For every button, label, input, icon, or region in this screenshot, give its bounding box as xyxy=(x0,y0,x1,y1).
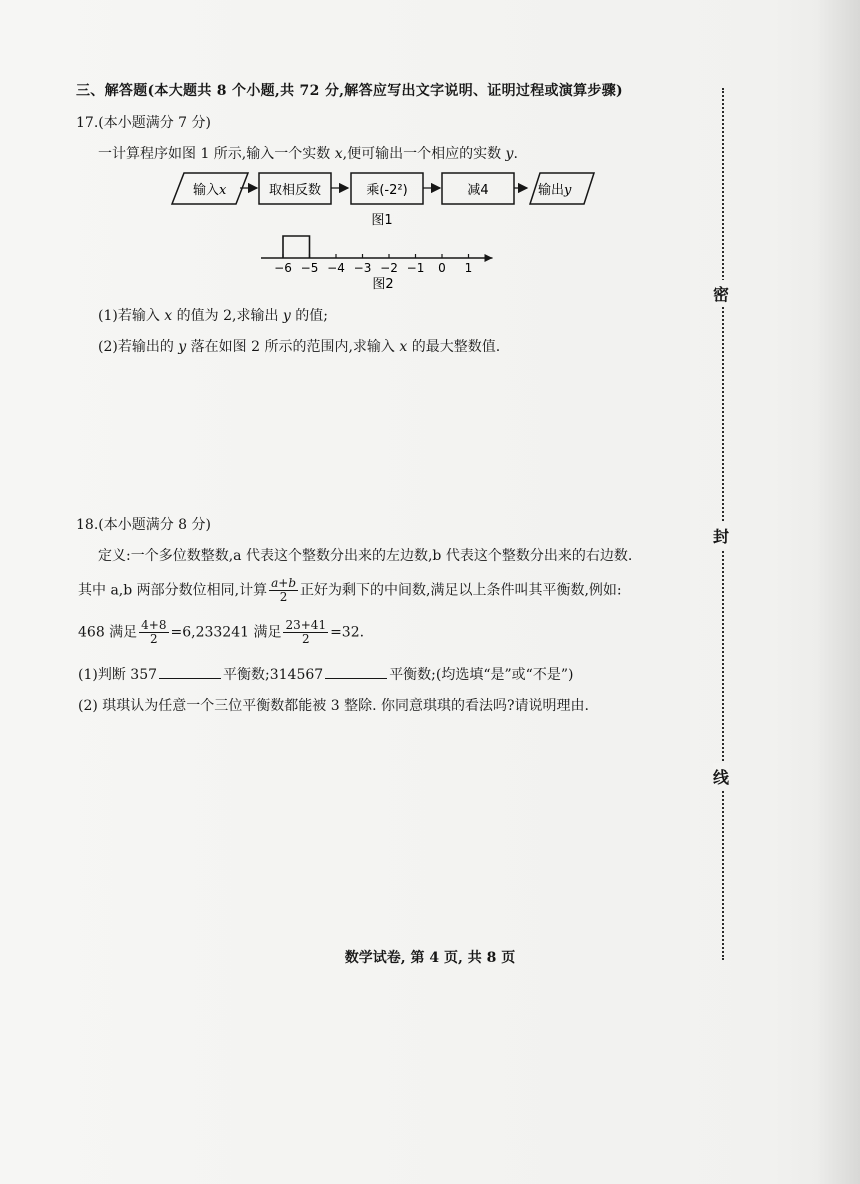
q18-examples xyxy=(78,619,364,646)
seal-char-mi: 密 xyxy=(713,280,729,307)
q17-part2-text-mid: 落在如图 2 所示的范围内,求输入 xyxy=(186,339,400,355)
q18-part1-text-c: 平衡数;(均选填“是”或“不是”) xyxy=(389,667,574,683)
q18-line2-text: 其中 a,b 两部分数位相同,计算 xyxy=(78,582,268,599)
q18-part1 xyxy=(78,664,573,684)
q18-part2: (2) 琪琪认为任意一个三位平衡数都能被 3 整除. 你同意琪琪的看法吗?请说明理由. xyxy=(78,698,589,714)
var-x: x xyxy=(334,146,343,162)
numberline-tick-label: −2 xyxy=(380,261,398,275)
var-x: x xyxy=(399,339,408,355)
q17-part1 xyxy=(98,305,328,325)
q18-line2 xyxy=(78,577,622,604)
flow-output-label: 输出y xyxy=(538,183,572,198)
numberline-tick-label: −4 xyxy=(327,261,345,275)
seal-char-feng: 封 xyxy=(713,522,729,549)
numberline-tick-label: −1 xyxy=(406,261,425,275)
numberline-tick-label: 1 xyxy=(464,261,473,275)
q17-intro-end: . xyxy=(513,146,518,162)
fraction-numerator: 4+8 xyxy=(141,618,167,632)
var-x: x xyxy=(164,308,173,324)
numberline-tick-label: −6 xyxy=(274,261,292,275)
q17-part2-text: (2)若输出的 xyxy=(98,339,179,355)
q18-example1-result: =6,233241 满足 xyxy=(170,624,282,641)
section-title: 三、解答题(本大题共 8 个小题,共 72 分,解答应写出文字说明、证明过程或演算步骤) xyxy=(76,83,623,99)
q17-part1-end: 的值; xyxy=(290,308,328,324)
fraction-denominator: 2 xyxy=(150,632,158,646)
q17-part1-text-mid: 的值为 2,求输出 xyxy=(172,308,283,324)
q17-header: 17.(本小题满分 7 分) xyxy=(76,115,211,131)
fraction-a-plus-b xyxy=(269,577,298,604)
fraction-example1 xyxy=(139,619,168,646)
fraction-example2 xyxy=(283,619,328,646)
figure1-caption: 图1 xyxy=(371,213,393,228)
numberline-arrow xyxy=(485,254,493,262)
q17-part2-end: 的最大整数值. xyxy=(407,339,501,355)
answer-blank-1[interactable] xyxy=(159,666,221,679)
flow-step3-label: 减4 xyxy=(467,183,489,198)
numberline-tick-label: 0 xyxy=(438,261,446,275)
q17-part1-text: (1)若输入 xyxy=(98,308,165,324)
page-footer: 数学试卷, 第 4 页, 共 8 页 xyxy=(344,950,516,966)
seal-char-xian: 线 xyxy=(713,763,729,790)
var-y: y xyxy=(282,308,291,324)
flow-input-label: 输入x xyxy=(193,183,227,198)
flow-step2-label: 乘(-2²) xyxy=(366,183,408,198)
numberline-figure xyxy=(255,228,505,294)
figure2-caption: 图2 xyxy=(372,277,394,292)
q18-definition: 定义:一个多位数整数,a 代表这个整数分出来的左边数,b 代表这个整数分出来的右边数. xyxy=(98,548,633,564)
fraction-numerator: a+b xyxy=(271,576,296,590)
q18-example1-text: 468 满足 xyxy=(78,624,138,641)
q18-example2-result: =32. xyxy=(330,624,365,641)
q18-part1-text-b: 平衡数;314567 xyxy=(223,667,324,683)
q17-intro xyxy=(98,143,518,163)
fraction-numerator: 23+41 xyxy=(285,618,327,632)
q18-part1-text-a: (1)判断 357 xyxy=(78,667,158,683)
var-y: y xyxy=(178,339,187,355)
flowchart-figure xyxy=(170,168,600,230)
answer-blank-2[interactable] xyxy=(325,666,387,679)
fraction-denominator: 2 xyxy=(301,632,310,646)
numberline-tick-label: −5 xyxy=(300,261,319,275)
q18-header: 18.(本小题满分 8 分) xyxy=(76,517,211,533)
q18-line2-end: 正好为剩下的中间数,满足以上条件叫其平衡数,例如: xyxy=(300,582,622,599)
fraction-denominator: 2 xyxy=(279,590,288,604)
var-y: y xyxy=(505,146,514,162)
numberline-tick-label: −3 xyxy=(353,261,372,275)
flow-step1-label: 取相反数 xyxy=(268,183,322,198)
q17-part2 xyxy=(98,336,500,356)
q17-intro-text: 一计算程序如图 1 所示,输入一个实数 xyxy=(98,146,335,162)
q17-intro-text-mid: ,便可输出一个相应的实数 xyxy=(342,146,506,162)
numberline-range-bracket xyxy=(283,236,310,258)
page-edge-shadow xyxy=(818,0,860,1184)
